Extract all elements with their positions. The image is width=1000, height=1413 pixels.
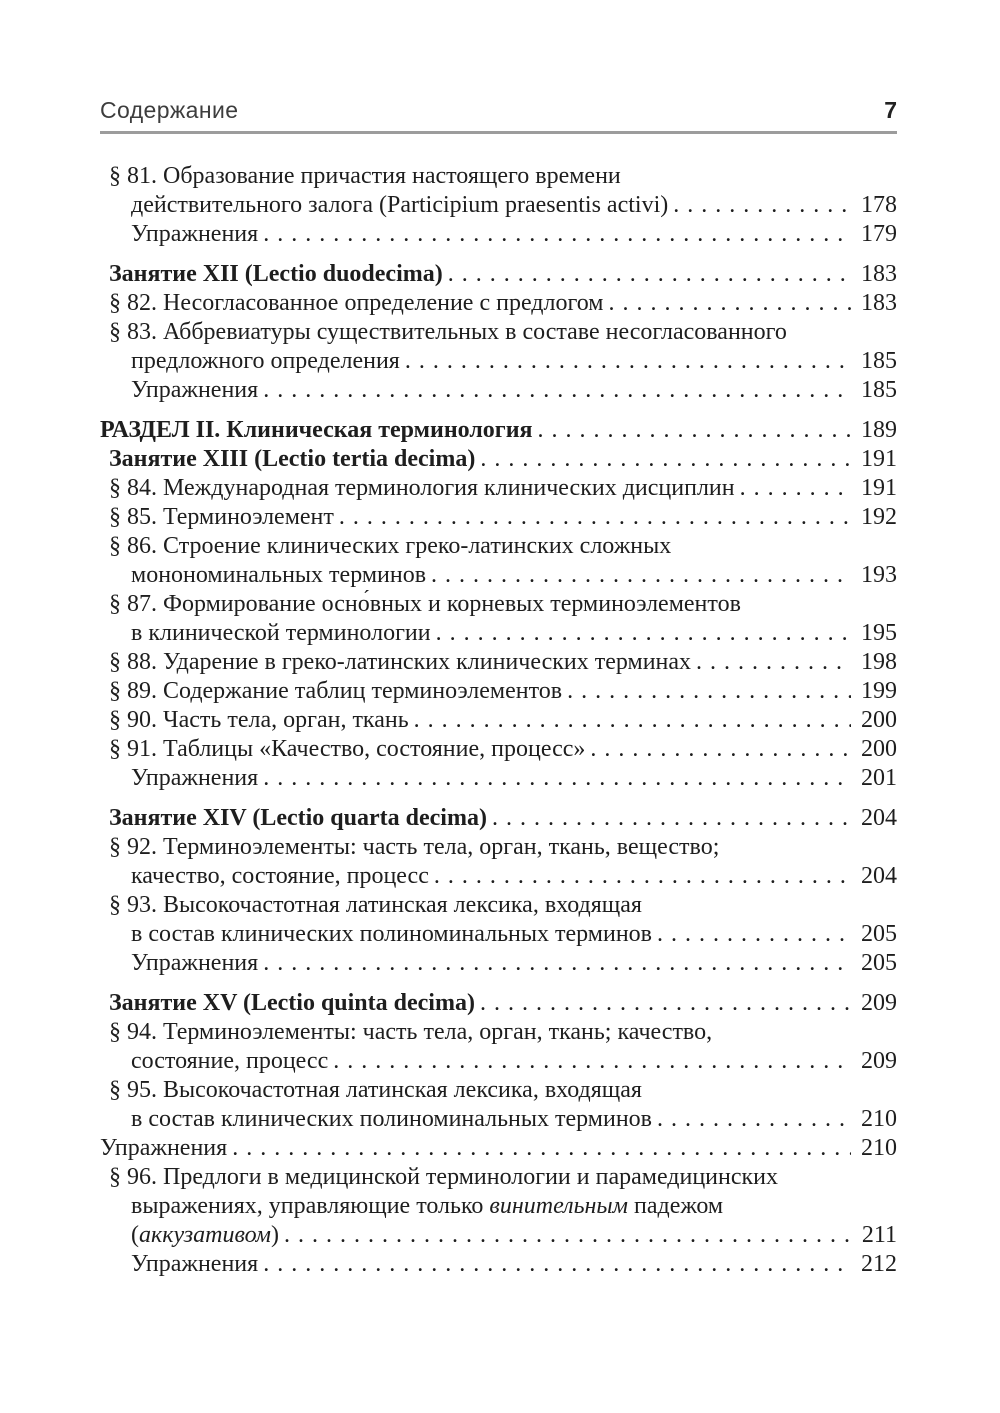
toc-line-text (109, 891, 642, 920)
text-segment: выражениях, управляющие только (131, 1193, 490, 1219)
toc-line (100, 949, 897, 978)
toc-line-text (109, 706, 409, 735)
dot-leader (258, 1250, 851, 1279)
toc-line-text (109, 989, 475, 1018)
toc-entry-para (100, 590, 897, 648)
toc-page-number: 204 (861, 863, 897, 889)
toc-line (100, 1047, 897, 1076)
toc-line-text (131, 949, 258, 978)
text-segment: § 91. Таблицы «Качество, состояние, процесс» (109, 736, 586, 762)
toc-line (100, 474, 897, 503)
toc-line (100, 191, 897, 220)
toc-line-text (131, 862, 429, 891)
text-segment: ) (271, 1222, 279, 1248)
toc-entry-para (100, 503, 897, 532)
toc-entry-para (100, 648, 897, 677)
dot-leader (691, 648, 851, 677)
dot-leader (475, 445, 851, 474)
dot-leader (533, 416, 851, 445)
toc-line (100, 220, 897, 249)
text-segment: Упражнения (131, 765, 259, 791)
toc-entry-para (100, 532, 897, 590)
text-segment: РАЗДЕЛ II. Клиническая терминология (100, 417, 533, 443)
toc-entry-exercise (100, 1134, 897, 1163)
dot-leader (431, 619, 851, 648)
text-segment: падежом (627, 1193, 724, 1219)
text-segment: § 84. Международная терминология клинических дисциплин (109, 475, 735, 501)
dot-leader (443, 260, 851, 289)
toc-entry-para (100, 318, 897, 376)
toc-page-number: 192 (861, 504, 897, 530)
toc-line (100, 532, 897, 561)
toc-line (100, 619, 897, 648)
toc-entry-exercise (100, 1250, 897, 1279)
toc-line-text (131, 1250, 258, 1279)
text-segment: Занятие XV (Lectio quinta decima) (109, 990, 475, 1016)
running-header (100, 97, 897, 134)
toc-line-text (109, 804, 487, 833)
toc-line-text (109, 260, 443, 289)
toc-line (100, 1018, 897, 1047)
toc-line (100, 503, 897, 532)
text-segment: § 82. Несогласованное определение с предлогом (109, 290, 604, 316)
toc-line-text (109, 1018, 712, 1047)
toc-page-number: 199 (861, 678, 897, 704)
toc-entry-exercise (100, 949, 897, 978)
toc-line-text (109, 289, 603, 318)
toc-line (100, 376, 897, 405)
toc-line (100, 561, 897, 590)
toc-line-text (109, 474, 735, 503)
text-segment: § 88. Ударение в греко-латинских клинических терминах (109, 649, 692, 675)
dot-leader (668, 191, 851, 220)
text-segment: Упражнения (131, 221, 259, 247)
toc-entry-para (100, 289, 897, 318)
toc-page-number: 179 (861, 221, 897, 247)
toc-line-text (109, 1163, 778, 1192)
toc-line-text (131, 1192, 723, 1221)
toc-entry-exercise (100, 764, 897, 793)
toc-page-number: 191 (861, 446, 897, 472)
text-segment: монономинальных терминов (131, 562, 427, 588)
page-number: 7 (884, 97, 897, 123)
toc-entry-para (100, 891, 897, 949)
text-segment: в состав клинических полиноминальных терминов (131, 1106, 652, 1132)
text-segment: § 85. Терминоэлемент (109, 504, 334, 530)
text-segment: § 89. Содержание таблиц терминоэлементов (109, 678, 563, 704)
table-of-contents (100, 162, 897, 1279)
dot-leader (258, 220, 851, 249)
toc-page-number: 200 (861, 707, 897, 733)
text-segment: качество, состояние, процесс (131, 863, 429, 889)
dot-leader (258, 949, 851, 978)
toc-entry-exercise (100, 220, 897, 249)
dot-leader (334, 503, 851, 532)
toc-line (100, 735, 897, 764)
toc-line (100, 590, 897, 619)
toc-page-number: 201 (861, 765, 897, 791)
toc-page-number: 189 (861, 417, 897, 443)
toc-page-number: 193 (861, 562, 897, 588)
dot-leader (409, 706, 851, 735)
toc-page-number: 183 (861, 290, 897, 316)
dot-leader (487, 804, 851, 833)
toc-entry-exercise (100, 376, 897, 405)
toc-line (100, 289, 897, 318)
toc-page-number: 195 (861, 620, 897, 646)
text-segment: § 83. Аббревиатуры существительных в составе несогласованного (109, 319, 787, 345)
toc-line (100, 804, 897, 833)
toc-line (100, 677, 897, 706)
toc-page-number: 178 (861, 192, 897, 218)
toc-line (100, 833, 897, 862)
text-segment: Занятие XIV (Lectio quarta decima) (109, 805, 487, 831)
toc-line-text (131, 764, 258, 793)
text-segment: Занятие XIII (Lectio tertia decima) (109, 446, 476, 472)
toc-line (100, 445, 897, 474)
dot-leader (603, 289, 851, 318)
text-segment: Упражнения (131, 377, 259, 403)
dot-leader (429, 862, 851, 891)
dot-leader (258, 376, 851, 405)
toc-line (100, 862, 897, 891)
toc-line (100, 648, 897, 677)
toc-entry-lesson (100, 989, 897, 1018)
dot-leader (475, 989, 851, 1018)
toc-line (100, 1221, 897, 1250)
toc-line (100, 162, 897, 191)
toc-page-number: 185 (861, 377, 897, 403)
toc-line-text (131, 1047, 328, 1076)
toc-line-text (109, 677, 562, 706)
toc-line-text (109, 532, 671, 561)
toc-page-number: 210 (861, 1135, 897, 1161)
dot-leader (585, 735, 851, 764)
toc-line (100, 1192, 897, 1221)
text-segment: состояние, процесс (131, 1048, 329, 1074)
toc-line (100, 1076, 897, 1105)
text-segment: аккузативом (139, 1222, 271, 1248)
text-segment: в состав клинических полиноминальных терминов (131, 921, 652, 947)
toc-entry-para (100, 677, 897, 706)
text-segment: § 81. Образование причастия настоящего времени (109, 163, 621, 189)
toc-line-text (109, 735, 585, 764)
toc-line-text (109, 590, 741, 619)
toc-page-number: 211 (861, 1222, 897, 1248)
toc-line (100, 347, 897, 376)
text-segment: § 94. Терминоэлементы: часть тела, орган, ткань; качество, (109, 1019, 713, 1045)
text-segment: § 93. Высокочастотная латинская лексика, входящая (109, 892, 642, 918)
text-segment: § 95. Высокочастотная латинская лексика, входящая (109, 1077, 642, 1103)
toc-line-text (131, 619, 431, 648)
toc-line (100, 764, 897, 793)
toc-line-text (131, 191, 668, 220)
text-segment: ( (131, 1222, 139, 1248)
toc-page-number: 209 (861, 1048, 897, 1074)
toc-line-text (131, 220, 258, 249)
toc-line-text (109, 648, 691, 677)
toc-entry-para (100, 1018, 897, 1076)
text-segment: § 90. Часть тела, орган, ткань (109, 707, 409, 733)
toc-page-number: 205 (861, 921, 897, 947)
toc-line (100, 318, 897, 347)
text-segment: Упражнения (131, 950, 259, 976)
toc-line-text (109, 318, 787, 347)
toc-line (100, 1134, 897, 1163)
toc-line-text (109, 162, 621, 191)
dot-leader (652, 920, 851, 949)
toc-entry-section (100, 416, 897, 445)
toc-page-number: 210 (861, 1106, 897, 1132)
text-segment: в клинической терминологии (131, 620, 431, 646)
dot-leader (258, 764, 851, 793)
dot-leader (562, 677, 851, 706)
toc-line (100, 416, 897, 445)
toc-line (100, 706, 897, 735)
toc-line-text (131, 1221, 279, 1250)
book-page (100, 97, 897, 1279)
text-segment: предложного определения (131, 348, 400, 374)
toc-entry-para (100, 474, 897, 503)
toc-page-number: 200 (861, 736, 897, 762)
toc-line-text (131, 1105, 652, 1134)
toc-line-text (109, 833, 719, 862)
toc-entry-para (100, 1076, 897, 1134)
toc-entry-para (100, 1163, 897, 1250)
toc-line (100, 989, 897, 1018)
toc-line-text (109, 1076, 642, 1105)
toc-line-text (131, 376, 258, 405)
toc-line (100, 1105, 897, 1134)
toc-page-number: 198 (861, 649, 897, 675)
dot-leader (652, 1105, 851, 1134)
toc-entry-para (100, 706, 897, 735)
text-segment: § 92. Терминоэлементы: часть тела, орган, ткань, вещество; (109, 834, 720, 860)
toc-entry-para (100, 162, 897, 220)
text-segment: Упражнения (131, 1251, 259, 1277)
toc-page-number: 185 (861, 348, 897, 374)
toc-page-number: 191 (861, 475, 897, 501)
toc-line (100, 1250, 897, 1279)
toc-line-text (109, 503, 334, 532)
toc-page-number: 209 (861, 990, 897, 1016)
toc-entry-para (100, 833, 897, 891)
text-segment: Занятие XII (Lectio duodecima) (109, 261, 443, 287)
text-segment: винительным (489, 1193, 628, 1219)
page-title: Содержание (100, 97, 239, 123)
toc-entry-para (100, 735, 897, 764)
text-segment: § 96. Предлоги в медицинской терминологии и парамедицинских (109, 1164, 779, 1190)
dot-leader (328, 1047, 851, 1076)
text-segment: Упражнения (100, 1135, 228, 1161)
toc-line (100, 920, 897, 949)
toc-page-number: 205 (861, 950, 897, 976)
dot-leader (279, 1221, 851, 1250)
dot-leader (227, 1134, 851, 1163)
toc-entry-lesson (100, 260, 897, 289)
toc-line (100, 891, 897, 920)
toc-page-number: 204 (861, 805, 897, 831)
toc-line-text (100, 1134, 227, 1163)
toc-page-number: 212 (861, 1251, 897, 1277)
dot-leader (426, 561, 851, 590)
toc-line-text (100, 416, 533, 445)
text-segment: действительного залога (Participium praesentis activi) (131, 192, 669, 218)
dot-leader (400, 347, 851, 376)
toc-line-text (131, 920, 652, 949)
text-segment: § 87. Формирование осно́вных и корневых терминоэлементов (109, 591, 741, 617)
toc-line-text (131, 561, 426, 590)
toc-page-number: 183 (861, 261, 897, 287)
dot-leader (735, 474, 851, 503)
toc-entry-lesson (100, 804, 897, 833)
toc-line (100, 1163, 897, 1192)
toc-line (100, 260, 897, 289)
toc-entry-lesson (100, 445, 897, 474)
text-segment: § 86. Строение клинических греко-латинских сложных (109, 533, 672, 559)
toc-line-text (131, 347, 400, 376)
toc-line-text (109, 445, 475, 474)
